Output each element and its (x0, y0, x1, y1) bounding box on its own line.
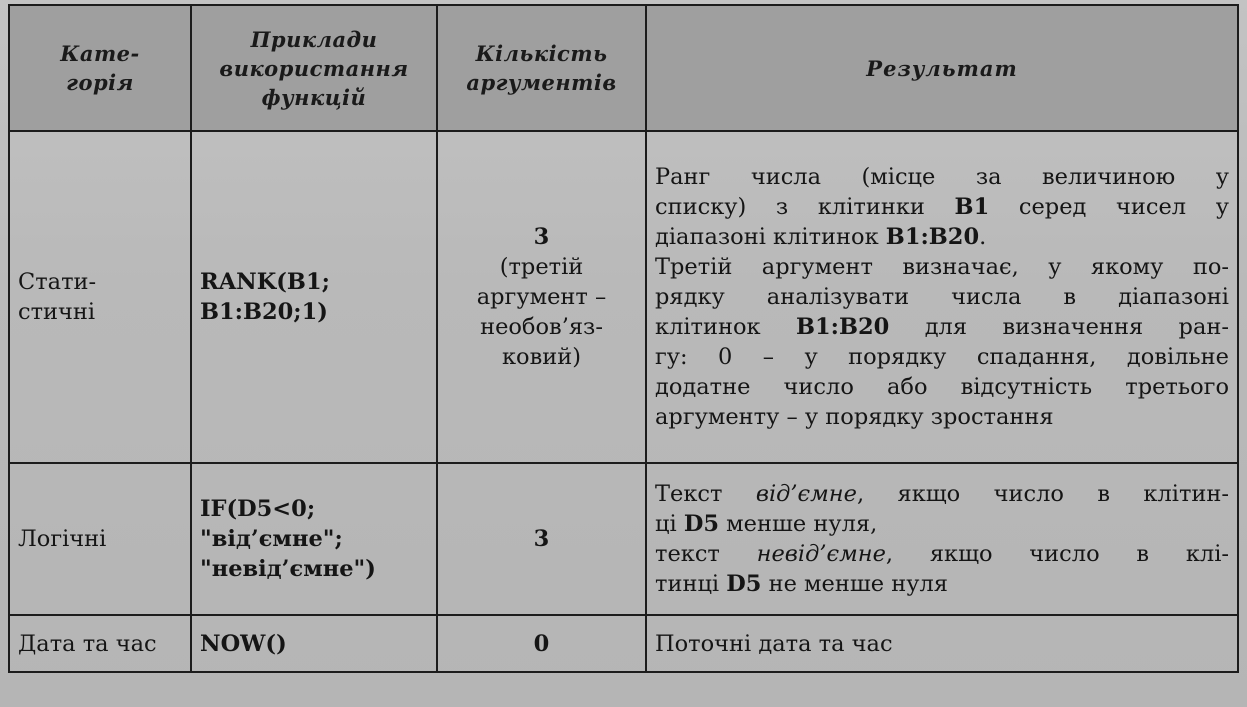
result-line: діапазоні клітинок B1:B20. (655, 224, 987, 250)
category-cell: Дата та час (9, 615, 191, 672)
result-cell (646, 131, 1238, 463)
example-cell: RANK(B1; B1:B20;1) (191, 131, 437, 463)
result-line: аргументу – у порядку зростання (655, 404, 1054, 430)
header-args: Кількість аргументів (437, 5, 646, 131)
header-result: Результат (646, 5, 1238, 131)
table-header-row (9, 5, 1238, 131)
table-row (9, 615, 1238, 672)
example-cell: IF(D5<0; "від’ємне"; "невід’ємне") (191, 463, 437, 615)
result-cell (646, 463, 1238, 615)
functions-table (8, 4, 1239, 673)
result-line: ці D5 менше нуля, (655, 511, 878, 537)
result-line: текст невід’ємне, якщо число в клі- (655, 541, 1229, 567)
result-cell (646, 615, 1238, 672)
result-line: гу: 0 – у порядку спадання, довільне (655, 344, 1229, 370)
result-line: Ранг числа (місце за величиною у (655, 164, 1229, 190)
table-row (9, 463, 1238, 615)
result-line: рядку аналізувати числа в діапазоні (655, 284, 1229, 310)
result-line: додатне число або відсутність третього (655, 374, 1229, 400)
table-row (9, 131, 1238, 463)
args-cell: 3 (437, 463, 646, 615)
result-line: Текст від’ємне, якщо число в клітин- (655, 481, 1229, 507)
result-line: Поточні дата та час (655, 630, 893, 657)
header-examples: Приклади використання функцій (191, 5, 437, 131)
category-cell: Стати- стичні (9, 131, 191, 463)
example-cell: NOW() (191, 615, 437, 672)
result-line: клітинок B1:B20 для визначення ран- (655, 314, 1229, 340)
result-line: тинці D5 не менше нуля (655, 571, 948, 597)
args-cell: 3 (третій аргумент – необов’яз- ковий) (437, 131, 646, 463)
args-cell: 0 (437, 615, 646, 672)
result-line: Третій аргумент визначає, у якому по- (655, 254, 1229, 280)
header-category: Кате- горія (9, 5, 191, 131)
result-line: списку) з клітинки B1 серед чисел у (655, 194, 1229, 220)
category-cell: Логічні (9, 463, 191, 615)
